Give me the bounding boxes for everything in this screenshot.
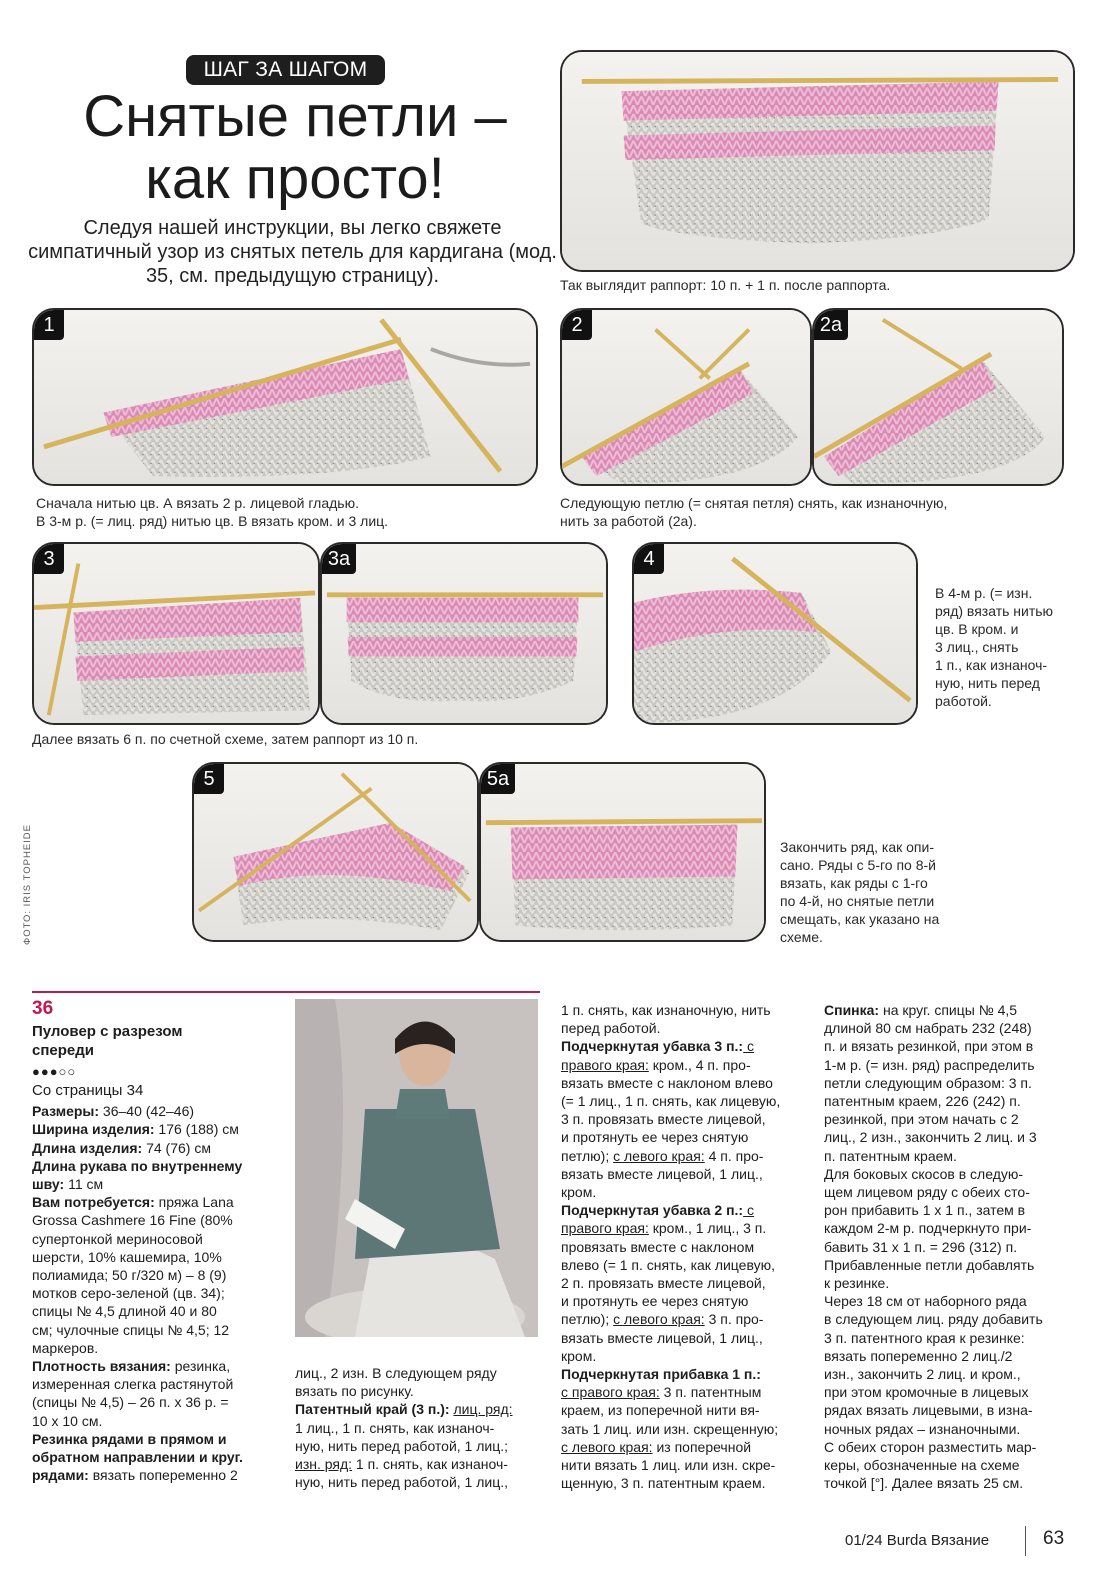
page-subtitle: Следуя нашей инструкции, вы легко свяжете симпатичный узор из снятых петель для кардигана (мод. 35, см. предыдущую страницу). <box>28 217 557 287</box>
step-4-caption-line-7: работой. <box>935 693 992 709</box>
step-5-image <box>194 764 477 940</box>
from-page: Со страницы 34 <box>32 1082 144 1100</box>
materials-line-6: мотков серо-зеленой (цв. 34); <box>32 1285 225 1302</box>
step-3a-image <box>322 544 606 723</box>
footer-separator <box>1025 1526 1026 1556</box>
step-2a-number: 2a <box>814 310 848 340</box>
step-5a-image <box>481 764 764 940</box>
materials-line-5: полиамида; 50 г/320 м) – 8 (9) <box>32 1267 227 1284</box>
column-2 <box>295 1364 540 1491</box>
back-line-15: Прибавленные петли добавлять <box>824 1256 1035 1273</box>
step-3-number: 3 <box>34 544 64 574</box>
materials-line-1: пряжа Lana <box>154 1194 234 1211</box>
col2-line-2: вязать по рисунку. <box>295 1383 414 1400</box>
gauge-label: Плотность вязания: <box>32 1358 171 1375</box>
model-name-line-2: спереди <box>32 1041 94 1059</box>
dec2-line-6a: петлю); <box>561 1311 610 1328</box>
step-2-caption-line-2: нить за работой (2а). <box>560 513 697 529</box>
step-3-photo <box>32 542 320 725</box>
dec3-connector: с <box>743 1038 754 1055</box>
back-line-6: патентным краем, 226 (242) п. <box>824 1093 1021 1110</box>
step-3-image <box>34 544 318 723</box>
model-photo-image <box>295 999 538 1337</box>
inc-line-2: краем, из поперечной нити вя- <box>561 1402 760 1419</box>
back-line-1: на круг. спицы № 4,5 <box>879 1002 1018 1018</box>
back-line-23: рядах вязать лицевыми, в изна- <box>824 1402 1033 1419</box>
model-name <box>32 1023 277 1060</box>
rib-value: вязать попеременно 2 <box>88 1467 238 1484</box>
rib-label-line-1: Резинка рядами в прямом и <box>32 1430 227 1447</box>
col2-line-4: 1 лиц., 1 п. снять, как изнаноч- <box>295 1419 495 1436</box>
model-photo <box>295 999 538 1337</box>
step-1-caption-line-2: В 3-м р. (= лиц. ряд) нитью цв. В вязать кром. и 3 лиц. <box>36 513 389 529</box>
title-line-1: Снятые петли – <box>83 84 507 149</box>
hero-swatch-photo <box>560 50 1075 272</box>
step-2-number: 2 <box>562 310 592 340</box>
sizes-value: 36–40 (42–46) <box>99 1103 195 1120</box>
step-3a-number: 3a <box>322 544 356 574</box>
width-value: 176 (188) см <box>154 1121 239 1138</box>
footer-issue: 01/24 Burda Вязание <box>845 1532 990 1549</box>
dec2-connector: с <box>743 1202 754 1219</box>
dec2-line-8: кром. <box>561 1347 597 1364</box>
step-5-photo <box>192 762 479 942</box>
back-label: Спинка: <box>824 1002 880 1018</box>
step-3a-photo <box>320 542 608 725</box>
back-line-7: резинкой, при этом начать с 2 <box>824 1111 1019 1128</box>
step-2-caption <box>560 494 947 530</box>
dec2-label: Подчеркнутая убавка 2 п.: <box>561 1202 744 1219</box>
dec3-line-3: (= 1 лиц., 1 п. снять, как лицевую, <box>561 1093 781 1110</box>
photo-credit: ФОТО: IRIS TOPHEIDE <box>22 824 33 945</box>
dec3-line-5: и протянуть ее через снятую <box>561 1129 749 1146</box>
step-2a-image <box>814 310 1062 484</box>
back-line-18: в следующем лиц. ряду добавить <box>824 1311 1043 1328</box>
dec3-line-6b: 4 п. про- <box>704 1147 764 1164</box>
back-line-19: 3 п. патентного края к резинке: <box>824 1329 1025 1346</box>
rib-label-line-3: рядами: <box>32 1467 89 1484</box>
back-line-26: керы, обозначенные на схеме <box>824 1457 1020 1474</box>
step-2a-photo <box>812 308 1064 486</box>
column-1 <box>32 1023 277 1484</box>
inc-label: Подчеркнутая прибавка 1 п.: <box>561 1366 761 1383</box>
step-4-caption-line-4: 3 лиц., снять <box>935 639 1019 655</box>
dec3-line-8: кром. <box>561 1184 597 1201</box>
back-line-27: точкой [°]. Далее вязать 25 см. <box>824 1475 1024 1492</box>
model-section-rule <box>32 991 540 993</box>
inc-left-edge: с левого края: <box>561 1438 653 1455</box>
sleeve-label-line-2: шву: <box>32 1176 65 1193</box>
col3-line-1: 1 п. снять, как изнаночную, нить <box>561 1002 771 1018</box>
knit-row-label: лиц. ряд: <box>453 1401 513 1418</box>
back-line-24: ночных рядах – изнаночными. <box>824 1420 1021 1437</box>
dec2-line-5: и протянуть ее через снятую <box>561 1293 749 1310</box>
materials-line-3: супертонкой мериносовой <box>32 1230 203 1247</box>
hero-swatch-image <box>562 52 1073 270</box>
col2-line-1: лиц., 2 изн. В следующем ряду <box>295 1365 497 1381</box>
col2-line-7: ную, нить перед работой, 1 лиц., <box>295 1474 509 1491</box>
step-5-caption-line-4: по 4-й, но снятые петли <box>780 893 935 909</box>
gauge-line-4: 10 х 10 см. <box>32 1412 103 1429</box>
dec2-line-2: провязать вместе с наклоном <box>561 1238 755 1255</box>
dec3-line-1: кром., 4 п. про- <box>648 1056 751 1073</box>
back-line-10: Для боковых скосов в следую- <box>824 1165 1024 1182</box>
step-5-caption <box>780 838 939 946</box>
dec2-right-edge: правого края: <box>561 1220 649 1237</box>
dec2-left-edge: с левого края: <box>613 1311 705 1328</box>
sleeve-value: 11 см <box>64 1176 104 1193</box>
step-4-caption <box>935 584 1053 710</box>
inc-line-3: зать 1 лиц. или изн. скрещенную; <box>561 1420 779 1437</box>
step-5-caption-line-2: сано. Ряды с 5-го по 8-й <box>780 857 936 873</box>
back-line-13: каждом 2-м р. подчеркнуто при- <box>824 1220 1032 1237</box>
step-5-caption-line-5: смещать, как указано на <box>780 911 940 927</box>
col3-line-2: перед работой. <box>561 1020 661 1037</box>
step-2-caption-line-1: Следующую петлю (= снятая петля) снять, как изнаночную, <box>560 495 948 511</box>
step-2-photo <box>560 308 812 486</box>
back-line-20: вязать попеременно 2 лиц./2 <box>824 1347 1013 1364</box>
step-4-caption-line-3: цв. В кром. и <box>935 621 1019 637</box>
section-badge: ШАГ ЗА ШАГОМ <box>186 55 385 85</box>
materials-line-9: маркеров. <box>32 1339 99 1356</box>
back-line-21: изн., закончить 2 лиц. и кром., <box>824 1366 1021 1383</box>
step-5-caption-line-1: Закончить ряд, как опи- <box>780 839 934 855</box>
dec3-line-4: 3 п. провязать вместе лицевой, <box>561 1111 766 1128</box>
materials-line-4: шерсти, 10% кашемира, 10% <box>32 1248 222 1265</box>
dec2-line-1: кром., 1 лиц., 3 п. <box>648 1220 767 1237</box>
step-5-caption-line-6: схеме. <box>780 929 823 945</box>
column-4 <box>824 1001 1074 1492</box>
back-line-14: бавить 31 х 1 п. = 296 (312) п. <box>824 1238 1018 1255</box>
step-4-photo <box>632 542 918 725</box>
step-4-caption-line-1: В 4-м р. (= изн. <box>935 585 1033 601</box>
length-value: 74 (76) см <box>142 1139 211 1156</box>
materials-line-7: спицы № 4,5 длиной 40 и 80 <box>32 1303 217 1320</box>
step-1-number: 1 <box>34 310 64 340</box>
gauge-line-3: (спицы № 4,5) – 26 п. х 36 р. = <box>32 1394 229 1411</box>
materials-line-8: см; чулочные спицы № 4,5; 12 <box>32 1321 230 1338</box>
purl-row-label: изн. ряд: <box>295 1456 353 1473</box>
col2-line-5: ную, нить перед работой, 1 лиц.; <box>295 1437 509 1454</box>
hero-caption: Так выглядит раппорт: 10 п. + 1 п. после раппорта. <box>560 277 891 293</box>
back-line-11: щем лицевом ряду с обеих сто- <box>824 1184 1030 1201</box>
dec3-right-edge: правого края: <box>561 1056 649 1073</box>
step-1-photo <box>32 308 538 486</box>
step-4-number: 4 <box>634 544 664 574</box>
gauge-line-1: резинка, <box>170 1358 231 1375</box>
step-1-caption-line-1: Сначала нитью цв. А вязать 2 р. лицевой гладью. <box>36 495 359 511</box>
step-2-image <box>562 310 810 484</box>
step-5a-number: 5a <box>481 764 515 794</box>
dec2-line-3: влево (= 1 п. снять, как лицевую, <box>561 1256 775 1273</box>
materials-line-2: Grossa Cashmere 16 Fine (80% <box>32 1212 233 1229</box>
step-5-caption-line-3: вязать, как ряды с 1-го <box>780 875 928 891</box>
step-4-caption-line-6: ную, нить перед <box>935 675 1040 691</box>
inc-line-5: нити вязать 1 лиц. или изн. скре- <box>561 1457 776 1474</box>
sizes-label: Размеры: <box>32 1103 100 1120</box>
step-1-caption <box>36 494 388 530</box>
step-1-image <box>34 310 536 484</box>
model-name-line-1: Пуловер с разрезом <box>32 1023 183 1040</box>
step-4-caption-line-2: ряд) вязать нитью <box>935 603 1054 619</box>
back-line-3: п. и вязать резинкой, при этом в <box>824 1038 1034 1055</box>
dec2-line-4: 2 п. провязать вместе лицевой, <box>561 1275 766 1292</box>
dec3-line-6a: петлю); <box>561 1147 610 1164</box>
step-3-caption: Далее вязать 6 п. по счетной схеме, затем раппорт из 10 п. <box>32 731 419 747</box>
step-5a-photo <box>479 762 766 942</box>
col2-line-6: 1 п. снять, как изнаноч- <box>352 1456 508 1473</box>
width-label: Ширина изделия: <box>32 1121 155 1138</box>
inc-line-6: щенную, 3 п. патентным краем. <box>561 1475 766 1492</box>
inc-line-1: 3 п. патентным <box>659 1384 762 1401</box>
back-line-4: 1-м р. (= изн. ряд) распределить <box>824 1056 1035 1073</box>
inc-line-4: из поперечной <box>652 1438 752 1455</box>
sleeve-label-line-1: Длина рукава по внутреннему <box>32 1157 243 1174</box>
length-label: Длина изделия: <box>32 1139 143 1156</box>
step-4-caption-line-5: 1 п., как изнаноч- <box>935 657 1048 673</box>
difficulty-rating: ●●●○○ <box>32 1064 77 1079</box>
back-line-17: Через 18 см от наборного ряда <box>824 1293 1027 1310</box>
dec3-label: Подчеркнутая убавка 3 п.: <box>561 1038 744 1055</box>
step-4-image <box>634 544 916 723</box>
back-line-22: при этом кромочные в лицевых <box>824 1384 1029 1401</box>
model-number: 36 <box>32 998 54 1019</box>
dec2-line-6b: 3 п. про- <box>704 1311 764 1328</box>
rib-label-line-2: обратном направлении и круг. <box>32 1449 243 1466</box>
step-5-number: 5 <box>194 764 224 794</box>
dec3-left-edge: с левого края: <box>613 1147 705 1164</box>
title-line-2: как просто! <box>145 146 445 211</box>
back-line-2: длиной 80 см набрать 232 (248) <box>824 1020 1032 1037</box>
gauge-line-2: измеренная слегка растянутой <box>32 1376 234 1393</box>
dec3-line-2: вязать вместе с наклоном влево <box>561 1074 773 1091</box>
page-number: 63 <box>1043 1528 1065 1549</box>
back-line-5: петли следующим образом: 3 п. <box>824 1074 1032 1091</box>
dec3-line-7: вязать вместе лицевой, 1 лиц., <box>561 1165 763 1182</box>
page-title <box>40 86 550 210</box>
back-line-25: С обеих сторон разместить мар- <box>824 1438 1037 1455</box>
back-line-9: п. патентным краем. <box>824 1147 957 1164</box>
dec2-line-7: вязать вместе лицевой, 1 лиц., <box>561 1329 763 1346</box>
materials-label: Вам потребуется: <box>32 1194 155 1211</box>
back-line-12: рон прибавить 1 х 1 п., затем в <box>824 1202 1026 1219</box>
patent-edge-label: Патентный край (3 п.): <box>295 1401 450 1418</box>
inc-right-edge: с правого края: <box>561 1384 660 1401</box>
back-line-16: к резинке. <box>824 1275 890 1292</box>
back-line-8: лиц., 2 изн., закончить 2 лиц. и 3 <box>824 1129 1037 1146</box>
column-3 <box>561 1001 811 1492</box>
